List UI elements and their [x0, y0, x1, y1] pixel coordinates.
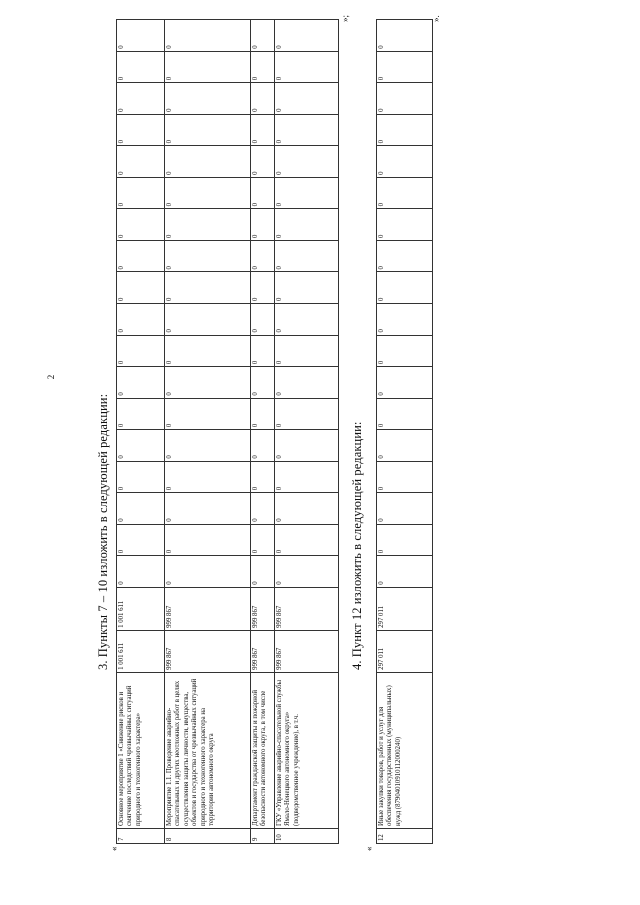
value-cell: 0	[377, 20, 433, 52]
value-cell: 0	[117, 524, 165, 556]
value-cell: 0	[377, 209, 433, 241]
value-cell: 0	[251, 177, 275, 209]
value-cell: 0	[117, 461, 165, 493]
value-cell: 0	[377, 367, 433, 399]
value-cell: 0	[117, 177, 165, 209]
value-cell: 0	[251, 556, 275, 588]
value-cell: 0	[251, 461, 275, 493]
value-cell: 0	[165, 304, 251, 336]
value-cell: 0	[251, 304, 275, 336]
value-cell: 0	[275, 556, 339, 588]
section-3-heading: 3. Пункты 7 – 10 изложить в следующей редакции:	[96, 393, 110, 670]
value-cell: 0	[251, 272, 275, 304]
value-cell: 0	[377, 398, 433, 430]
row-number-cell: 10	[275, 828, 339, 843]
value-cell: 0	[117, 367, 165, 399]
value-cell: 0	[117, 272, 165, 304]
value-cell: 0	[251, 430, 275, 462]
value-cell: 0	[275, 51, 339, 83]
value-cell: 0	[165, 398, 251, 430]
value-cell: 0	[275, 146, 339, 178]
value-cell: 0	[251, 524, 275, 556]
value-cell: 0	[275, 240, 339, 272]
value-cell: 0	[165, 114, 251, 146]
table-row	[165, 20, 251, 844]
value-cell: 0	[165, 430, 251, 462]
value-cell: 0	[251, 335, 275, 367]
value-cell: 0	[251, 398, 275, 430]
value-cell: 0	[275, 209, 339, 241]
value-cell: 0	[165, 146, 251, 178]
value-cell: 0	[117, 430, 165, 462]
value-cell: 0	[165, 240, 251, 272]
value-cell: 999 867	[251, 630, 275, 672]
value-cell: 0	[117, 83, 165, 115]
rotated-page-content	[88, 14, 640, 860]
value-cell: 0	[117, 240, 165, 272]
value-cell: 0	[251, 146, 275, 178]
value-cell: 0	[251, 20, 275, 52]
value-cell: 0	[275, 461, 339, 493]
value-cell: 0	[377, 461, 433, 493]
table-row	[377, 20, 433, 844]
value-cell: 0	[251, 240, 275, 272]
value-cell: 0	[117, 335, 165, 367]
section-4-open-quote: «	[364, 846, 374, 851]
value-cell: 0	[377, 177, 433, 209]
value-cell: 0	[275, 335, 339, 367]
row-description-cell: Мероприятие 1.1. Проведение аварийно-спасательных и других неотложных работ в целях осуществления защиты личности, имущества, объектов и государства от чрезвычайных ситуаций природного и техногенного характера на территории автономного округа	[165, 672, 251, 828]
row-description-cell: ГКУ «Управление аварийно-спасательной службы Ямало-Ненецкого автономного округа» (подведомственное учреждение), в т.ч.	[275, 672, 339, 828]
value-cell: 0	[165, 209, 251, 241]
value-cell: 0	[377, 304, 433, 336]
row-number-cell: 7	[117, 828, 165, 843]
value-cell: 0	[117, 209, 165, 241]
row-description-cell: Основное мероприятие 1 «Снижение рисков и смягчение последствий чрезвычайных ситуаций природного и техногенного характера»	[117, 672, 165, 828]
value-cell: 0	[165, 272, 251, 304]
value-cell: 0	[377, 335, 433, 367]
section-4-heading: 4. Пункт 12 изложить в следующей редакции:	[350, 421, 364, 670]
value-cell: 999 867	[275, 587, 339, 630]
table-row	[275, 20, 339, 844]
value-cell: 0	[275, 493, 339, 525]
value-cell: 0	[165, 83, 251, 115]
value-cell: 0	[275, 524, 339, 556]
value-cell: 0	[251, 493, 275, 525]
value-cell: 0	[165, 335, 251, 367]
value-cell: 0	[275, 177, 339, 209]
value-cell: 0	[251, 83, 275, 115]
section-3-close-quote: »;	[340, 14, 350, 22]
value-cell: 0	[377, 114, 433, 146]
value-cell: 0	[377, 51, 433, 83]
value-cell: 999 867	[165, 587, 251, 630]
value-cell: 0	[165, 461, 251, 493]
value-cell: 999 867	[165, 630, 251, 672]
value-cell: 0	[275, 114, 339, 146]
value-cell: 0	[117, 556, 165, 588]
value-cell: 0	[377, 272, 433, 304]
value-cell: 0	[275, 398, 339, 430]
value-cell: 0	[117, 304, 165, 336]
page-number: 2	[46, 374, 56, 380]
row-number-cell: 12	[377, 828, 433, 843]
value-cell: 0	[377, 146, 433, 178]
value-cell: 0	[117, 20, 165, 52]
value-cell: 0	[251, 114, 275, 146]
row-number-cell: 8	[165, 828, 251, 843]
value-cell: 0	[251, 209, 275, 241]
value-cell: 1 001 611	[117, 630, 165, 672]
value-cell: 0	[377, 240, 433, 272]
value-cell: 0	[165, 367, 251, 399]
value-cell: 0	[251, 51, 275, 83]
value-cell: 0	[275, 304, 339, 336]
row-description-cell: Департамент гражданской защиты и пожарной безопасности автономного округа, в том числе	[251, 672, 275, 828]
value-cell: 0	[251, 367, 275, 399]
value-cell: 0	[275, 430, 339, 462]
value-cell: 0	[165, 556, 251, 588]
section-4-close-quote: ».	[431, 15, 441, 22]
value-cell: 0	[377, 556, 433, 588]
value-cell: 0	[117, 51, 165, 83]
value-cell: 0	[165, 177, 251, 209]
value-cell: 0	[165, 493, 251, 525]
value-cell: 1 001 611	[117, 587, 165, 630]
section-4-table	[376, 19, 433, 844]
value-cell: 297 011	[377, 630, 433, 672]
section-3-open-quote: «	[109, 846, 119, 851]
row-number-cell: 9	[251, 828, 275, 843]
value-cell: 297 011	[377, 587, 433, 630]
table-row	[251, 20, 275, 844]
value-cell: 0	[165, 51, 251, 83]
value-cell: 999 867	[251, 587, 275, 630]
value-cell: 0	[275, 272, 339, 304]
value-cell: 0	[117, 114, 165, 146]
value-cell: 0	[275, 83, 339, 115]
value-cell: 0	[275, 20, 339, 52]
value-cell: 0	[377, 430, 433, 462]
row-description-cell: Иные закупки товаров, работ и услуг для обеспечения государственных (муниципальных) нужд (87904010910112000240)	[377, 672, 433, 828]
table-row	[117, 20, 165, 844]
value-cell: 999 867	[275, 630, 339, 672]
value-cell: 0	[117, 398, 165, 430]
value-cell: 0	[165, 20, 251, 52]
value-cell: 0	[165, 524, 251, 556]
section-3-table	[116, 19, 339, 844]
value-cell: 0	[377, 524, 433, 556]
value-cell: 0	[377, 493, 433, 525]
value-cell: 0	[377, 83, 433, 115]
value-cell: 0	[117, 493, 165, 525]
value-cell: 0	[275, 367, 339, 399]
value-cell: 0	[117, 146, 165, 178]
